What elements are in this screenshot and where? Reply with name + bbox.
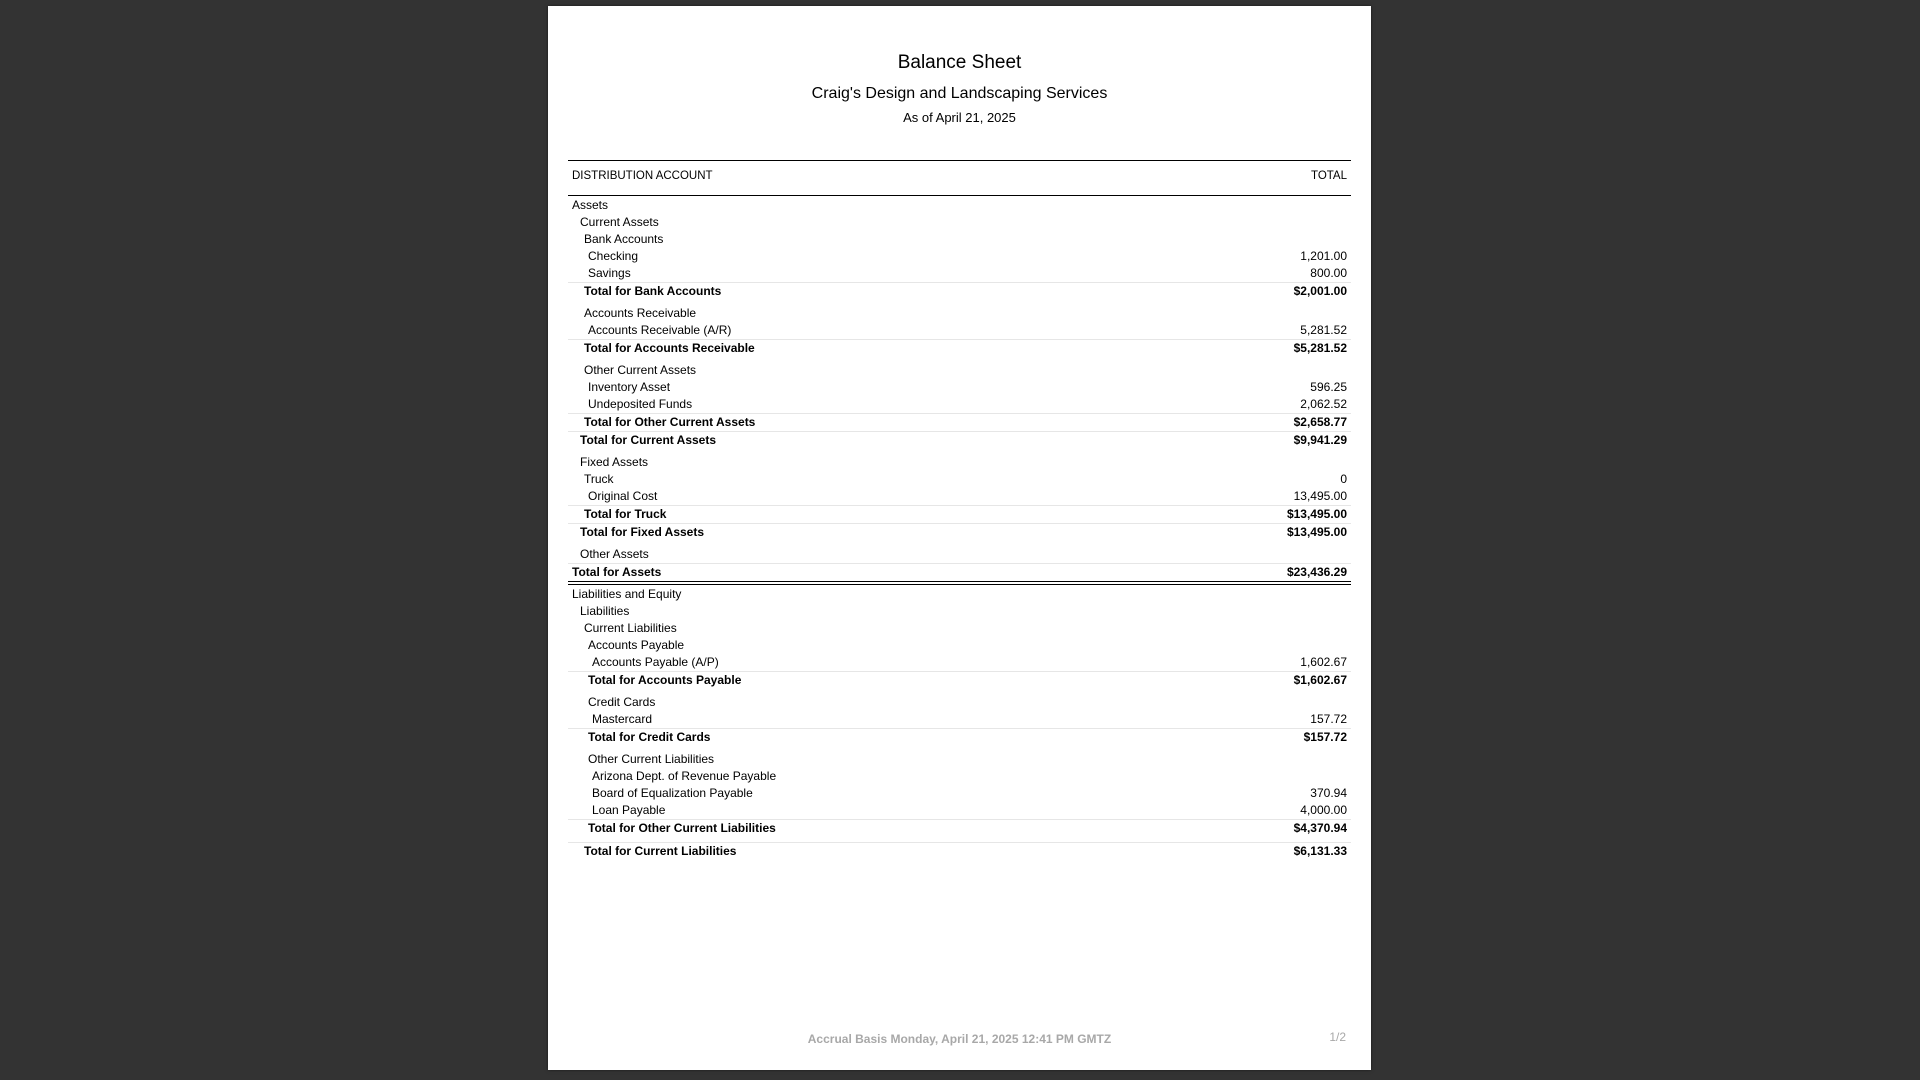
section-header-row xyxy=(568,546,1351,563)
row-amount: 0 xyxy=(1340,472,1347,486)
row-label: Total for Accounts Payable xyxy=(588,673,742,687)
column-header-account: DISTRIBUTION ACCOUNT xyxy=(572,170,713,182)
row-label: Accounts Receivable (A/R) xyxy=(588,323,732,337)
row-amount: 157.72 xyxy=(1310,712,1347,726)
footer-basis: Accrual Basis Monday, April 21, 2025 12:41 PM GMTZ xyxy=(807,1032,1112,1046)
row-label: Checking xyxy=(588,249,639,263)
section-header-row xyxy=(568,197,1351,214)
section-header-row xyxy=(568,751,1351,768)
row-amount: $9,941.29 xyxy=(1293,433,1347,447)
row-label: Current Liabilities xyxy=(584,621,677,635)
account-row xyxy=(568,322,1351,339)
report-rows xyxy=(568,197,1351,860)
account-row xyxy=(568,265,1351,282)
account-row xyxy=(568,488,1351,505)
report-date: As of April 21, 2025 xyxy=(903,110,1016,125)
page-number: 1/2 xyxy=(1329,1030,1346,1044)
row-label: Total for Credit Cards xyxy=(588,730,711,744)
section-header-row xyxy=(568,454,1351,471)
row-label: Arizona Dept. of Revenue Payable xyxy=(592,769,777,783)
row-amount: 2,062.52 xyxy=(1300,397,1347,411)
row-label: Truck xyxy=(584,472,614,486)
section-header-row xyxy=(568,231,1351,248)
row-label: Accounts Receivable xyxy=(584,306,697,320)
account-row xyxy=(568,768,1351,785)
total-row xyxy=(568,671,1351,689)
column-header-total: TOTAL xyxy=(1311,170,1347,182)
row-amount: 1,602.67 xyxy=(1300,655,1347,669)
section-header-row xyxy=(568,603,1351,620)
row-label: Other Assets xyxy=(580,547,649,561)
account-row xyxy=(568,248,1351,265)
row-amount: $23,436.29 xyxy=(1286,565,1347,579)
total-row xyxy=(568,819,1351,837)
row-label: Total for Current Liabilities xyxy=(584,844,737,858)
section-header-row xyxy=(568,214,1351,231)
row-label: Liabilities and Equity xyxy=(572,587,682,601)
section-header-row xyxy=(568,694,1351,711)
row-amount: $4,370.94 xyxy=(1293,821,1347,835)
row-label: Assets xyxy=(572,198,609,212)
total-row xyxy=(568,563,1351,585)
row-amount: $157.72 xyxy=(1303,730,1347,744)
row-amount: $1,602.67 xyxy=(1293,673,1347,687)
row-label: Inventory Asset xyxy=(588,380,671,394)
row-label: Savings xyxy=(588,266,631,280)
row-label: Total for Current Assets xyxy=(580,433,717,447)
row-label: Loan Payable xyxy=(592,803,666,817)
company-name: Craig's Design and Landscaping Services xyxy=(811,85,1108,102)
account-row xyxy=(568,471,1351,488)
row-amount: $2,001.00 xyxy=(1293,284,1347,298)
row-label: Total for Other Current Assets xyxy=(584,415,756,429)
row-label: Total for Accounts Receivable xyxy=(584,341,755,355)
row-amount: 596.25 xyxy=(1310,380,1347,394)
row-amount: 5,281.52 xyxy=(1300,323,1347,337)
row-label: Accounts Payable (A/P) xyxy=(592,655,719,669)
section-header-row xyxy=(568,362,1351,379)
total-row xyxy=(568,413,1351,431)
row-label: Board of Equalization Payable xyxy=(592,786,753,800)
row-amount: 13,495.00 xyxy=(1293,489,1347,503)
account-row xyxy=(568,711,1351,728)
report-title: Balance Sheet xyxy=(897,52,1022,73)
row-label: Total for Bank Accounts xyxy=(584,284,722,298)
row-label: Credit Cards xyxy=(588,695,656,709)
account-row xyxy=(568,802,1351,819)
row-amount: $5,281.52 xyxy=(1293,341,1347,355)
section-header-row xyxy=(568,305,1351,322)
row-label: Total for Truck xyxy=(584,507,667,521)
account-row xyxy=(568,379,1351,396)
row-label: Mastercard xyxy=(592,712,653,726)
row-label: Other Current Liabilities xyxy=(588,752,715,766)
row-amount: $13,495.00 xyxy=(1286,525,1347,539)
section-header-row xyxy=(568,620,1351,637)
total-row xyxy=(568,842,1351,860)
account-row xyxy=(568,396,1351,413)
row-amount: $2,658.77 xyxy=(1293,415,1347,429)
row-label: Total for Fixed Assets xyxy=(580,525,705,539)
total-row xyxy=(568,505,1351,523)
row-label: Original Cost xyxy=(588,489,658,503)
total-row xyxy=(568,282,1351,300)
row-label: Total for Assets xyxy=(572,565,662,579)
row-label: Liabilities xyxy=(580,604,630,618)
row-amount: $13,495.00 xyxy=(1286,507,1347,521)
report-page xyxy=(548,6,1371,1070)
row-amount: $6,131.33 xyxy=(1293,844,1347,858)
row-label: Fixed Assets xyxy=(580,455,649,469)
row-amount: 800.00 xyxy=(1310,266,1347,280)
row-label: Current Assets xyxy=(580,215,659,229)
row-amount: 4,000.00 xyxy=(1300,803,1347,817)
row-label: Accounts Payable xyxy=(588,638,685,652)
row-label: Other Current Assets xyxy=(584,363,697,377)
total-row xyxy=(568,431,1351,449)
total-row xyxy=(568,523,1351,541)
row-label: Undeposited Funds xyxy=(588,397,693,411)
total-row xyxy=(568,728,1351,746)
account-row xyxy=(568,654,1351,671)
row-amount: 1,201.00 xyxy=(1300,249,1347,263)
row-label: Total for Other Current Liabilities xyxy=(588,821,776,835)
account-row xyxy=(568,785,1351,802)
row-label: Bank Accounts xyxy=(584,232,664,246)
section-header-row xyxy=(568,637,1351,654)
table-header xyxy=(568,160,1351,196)
section-header-row xyxy=(568,586,1351,603)
total-row xyxy=(568,339,1351,357)
row-amount: 370.94 xyxy=(1310,786,1347,800)
